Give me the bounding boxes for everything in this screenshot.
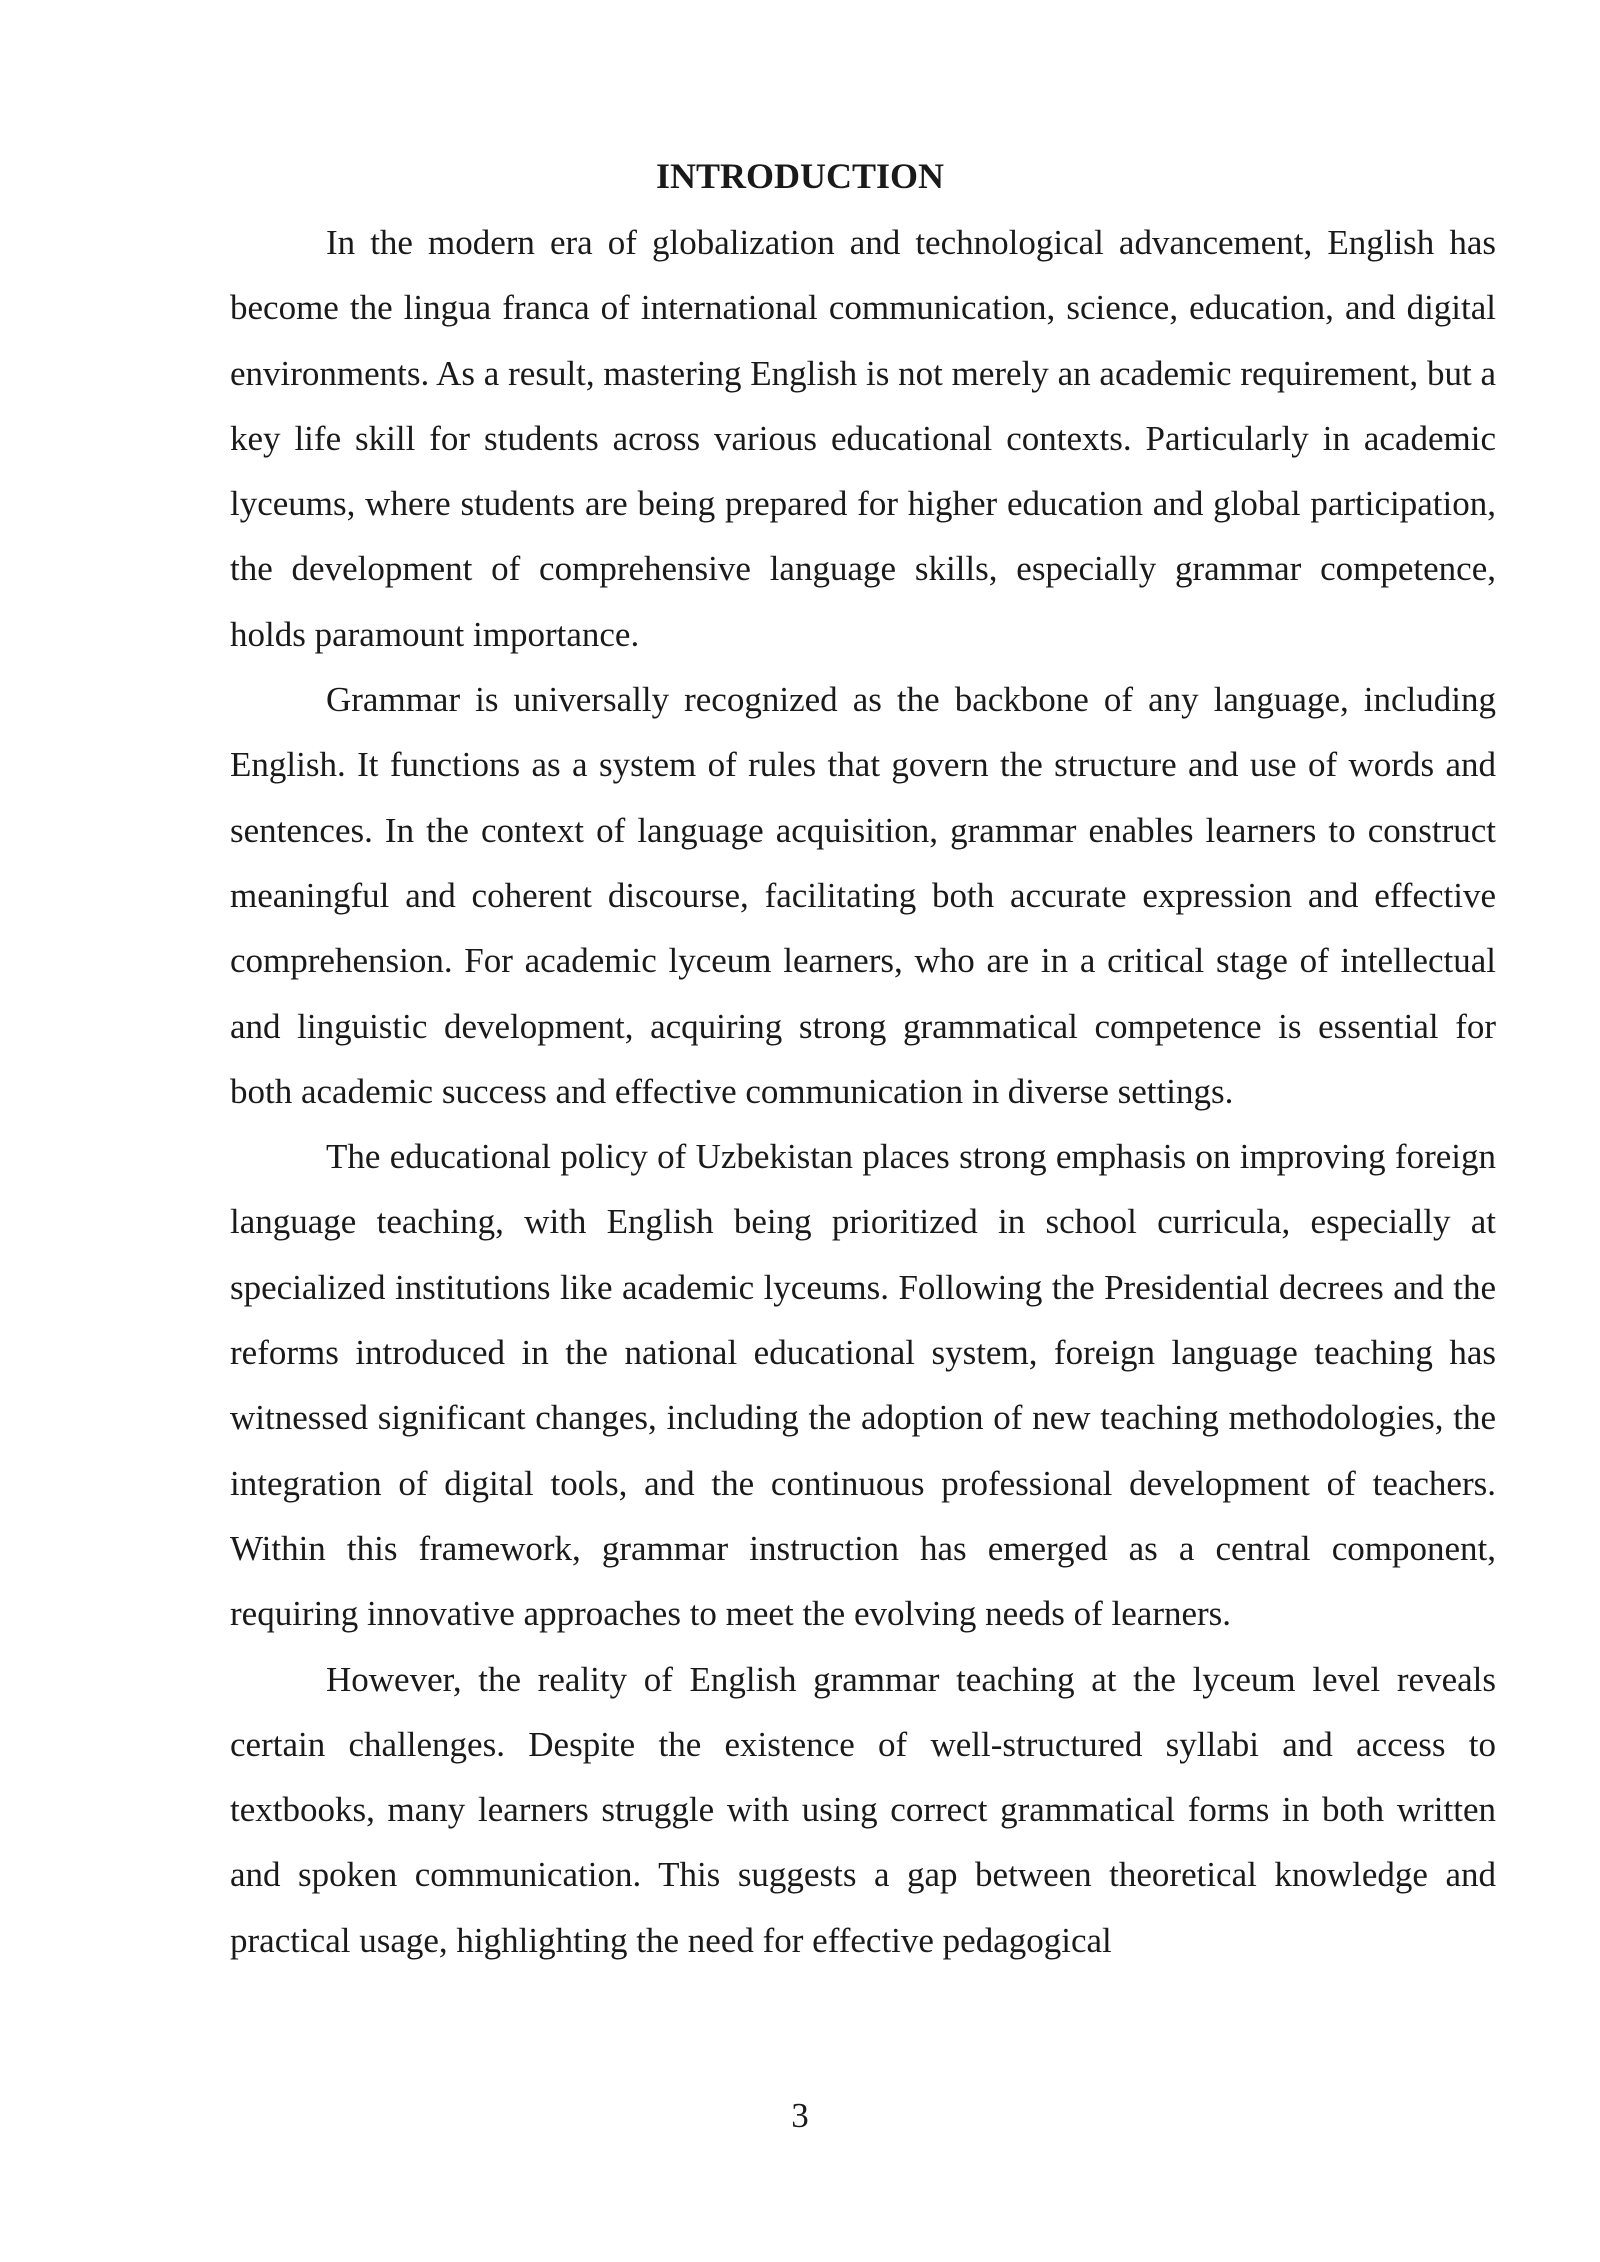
- body-text: [230, 210, 1496, 1973]
- paragraph: Grammar is universally recognized as the backbone of any language, including English. It functions as a system of rules that govern the structure and use of words and sentences. In the context of language acquisition, grammar enables learners to construct meaningful and coherent discourse, facilitating both accurate expression and effective comprehension. For academic lyceum learners, who are in a critical stage of intellectual and linguistic development, acquiring strong grammatical competence is essential for both academic success and effective communication in diverse settings.: [230, 680, 1496, 1111]
- paragraph: However, the reality of English grammar teaching at the lyceum level reveals certain challenges. Despite the existence of well-structured syllabi and access to textbooks, many learners struggle with using correct grammatical forms in both written and spoken communication. This suggests a gap between theoretical knowledge and practical usage, highlighting the need for effective pedagogical: [230, 1659, 1496, 1960]
- page-number: 3: [791, 2096, 809, 2135]
- paragraph: The educational policy of Uzbekistan places strong emphasis on improving foreign language teaching, with English being prioritized in school curricula, especially at specialized institutions like academic lyceums. Following the Presidential decrees and the reforms introduced in the national educational system, foreign language teaching has witnessed significant changes, including the adoption of new teaching methodologies, the integration of digital tools, and the continuous professional development of teachers. Within this framework, grammar instruction has emerged as a central component, requiring innovative approaches to meet the evolving needs of learners.: [230, 1137, 1496, 1634]
- page-title: INTRODUCTION: [655, 156, 945, 196]
- paragraph: In the modern era of globalization and technological advancement, English has become the lingua franca of international communication, science, education, and digital environments. As a result, mastering English is not merely an academic requirement, but a key life skill for students across various educational contexts. Particularly in academic lyceums, where students are being prepared for higher education and global participation, the development of comprehensive language skills, especially grammar competence, holds paramount importance.: [230, 223, 1496, 654]
